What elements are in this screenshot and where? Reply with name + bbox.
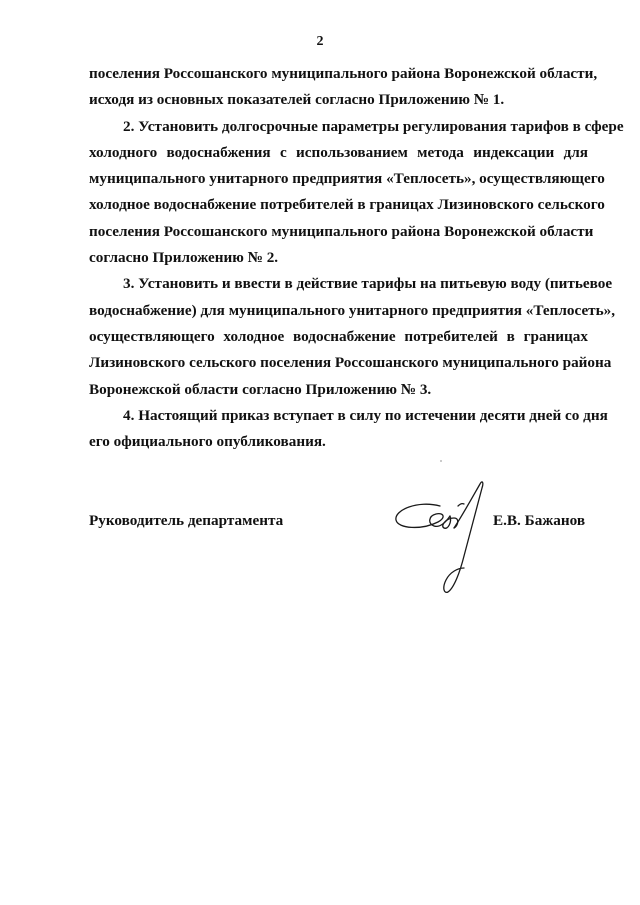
paragraph-line: 3. Установить и ввести в действие тарифы на питьевую воду (питьевое — [123, 275, 613, 293]
paragraph-4 — [89, 403, 608, 456]
paragraph-line: осуществляющего холодное водоснабжение потребителей в границах — [89, 327, 588, 345]
scan-speck — [440, 460, 442, 462]
paragraph-line: 2. Установить долгосрочные параметры регулирования тарифов в сфере — [123, 117, 624, 135]
paragraph-1 — [89, 61, 598, 114]
paragraph-2 — [89, 114, 624, 272]
paragraph-line: муниципального унитарного предприятия «Теплосеть», осуществляющего — [89, 170, 605, 188]
document-body — [89, 61, 624, 455]
paragraph-3 — [89, 271, 616, 402]
paragraph-line: Лизиновского сельского поселения Россошанского муниципального района — [89, 354, 612, 372]
paragraph-line: исходя из основных показателей согласно Приложению № 1. — [89, 91, 505, 109]
paragraph-line: поселения Россошанского муниципального района Воронежской области, — [89, 65, 598, 82]
signatory-name: Е.В. Бажанов — [493, 512, 586, 529]
paragraph-line: водоснабжение) для муниципального унитарного предприятия «Теплосеть», — [89, 301, 616, 319]
paragraph-line: 4. Настоящий приказ вступает в силу по истечении десяти дней со дня — [123, 406, 608, 424]
page-number: 2 — [316, 34, 324, 49]
paragraph-line: холодного водоснабжения с использованием метода индексации для — [89, 143, 588, 161]
paragraph-line: Воронежской области согласно Приложению № 3. — [89, 380, 432, 398]
paragraph-line: согласно Приложению № 2. — [89, 249, 279, 267]
paragraph-line: его официального опубликования. — [89, 433, 326, 451]
paragraph-line: холодное водоснабжение потребителей в границах Лизиновского сельского — [89, 196, 605, 214]
paragraph-line: поселения Россошанского муниципального района Воронежской области — [89, 222, 594, 240]
signatory-position: Руководитель департамента — [89, 512, 284, 529]
handwritten-signature — [388, 476, 498, 596]
